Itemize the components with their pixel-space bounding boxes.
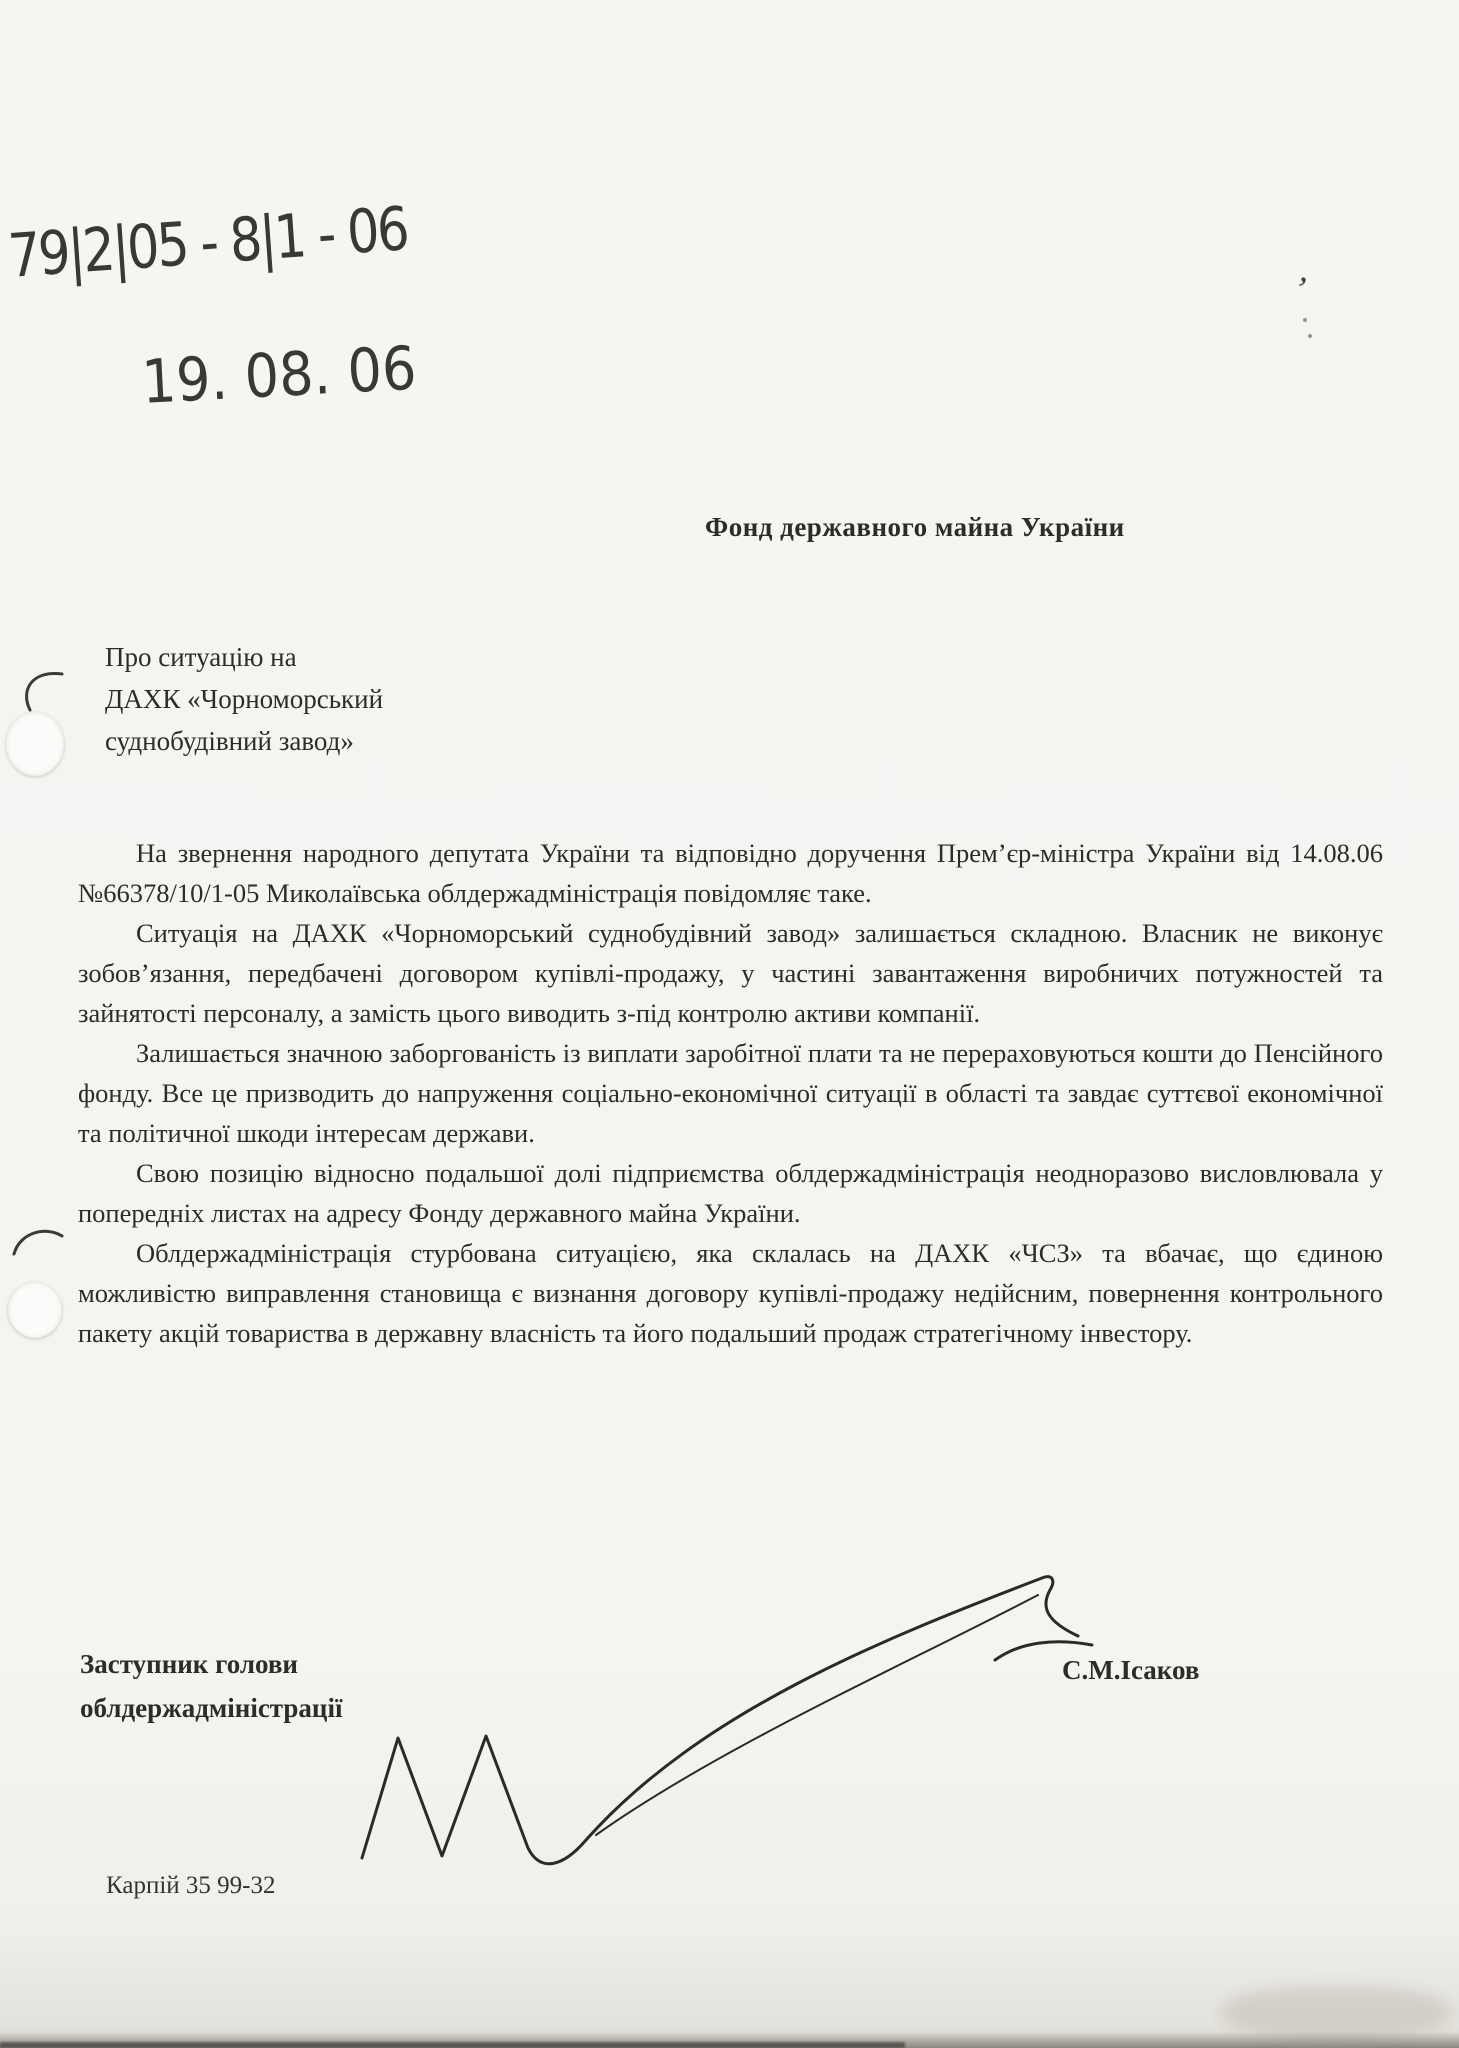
- subject-line: Про ситуацію на: [105, 642, 297, 672]
- scan-corner-smudge: [1221, 1986, 1451, 2038]
- subject-line: суднобудівний завод»: [105, 726, 354, 756]
- footer-reference: Карпій 35 99-32: [106, 1872, 276, 1899]
- punch-hole-mark: [6, 712, 64, 776]
- handwritten-date-stamp: 19. 08. 06: [140, 333, 419, 418]
- signoff-title-line: Заступник голови: [80, 1649, 298, 1679]
- body-paragraph: На звернення народного депутата України та відповідно доручення Прем’єр-міністра України від 14.08.06 №66378/10/1-05 Миколаївська облдержадміністрація повідомляє таке.: [78, 838, 1383, 908]
- signoff-title: [80, 1642, 342, 1730]
- handwritten-signature: [340, 1545, 1120, 1895]
- letter-body: [78, 833, 1383, 1353]
- stray-dot: [1308, 334, 1312, 338]
- body-paragraph: Ситуація на ДАХК «Чорноморський суднобудівний завод» залишається складною. Власник не виконує зобов’язання, передбачені договором купівлі-продажу, у частині завантаження виробничих потужностей та зайнятості персоналу, а замість цього виводить з-під контролю активи компанії.: [78, 918, 1383, 1028]
- handwritten-registration-number: 79|2|05 - 8|1 - 06: [6, 194, 410, 292]
- subject-line: ДАХК «Чорноморський: [105, 684, 384, 714]
- signoff-name: С.М.Ісаков: [1062, 1655, 1200, 1685]
- body-paragraph: Облдержадміністрація стурбована ситуацією, яка склалась на ДАХК «ЧСЗ» та вбачає, що єдиною можливістю виправлення становища є визнання договору купівлі-продажу недійсним, повернення контрольного пакету акцій товариства в державну власність та його подальший продаж стратегічному інвестору.: [78, 1238, 1383, 1348]
- scan-bottom-edge: [0, 2042, 905, 2048]
- body-paragraph: Залишається значною заборгованість із виплати заробітної плати та не перераховуються кошти до Пенсійного фонду. Все це призводить до напруження соціально-економічної ситуації в області та завдає суттєвої економічної та політичної шкоди інтересам держави.: [78, 1038, 1383, 1148]
- stray-pen-mark: ’: [1290, 268, 1312, 310]
- stray-dot: [1303, 318, 1307, 322]
- signoff-title-line: облдержадміністрації: [80, 1693, 343, 1723]
- body-paragraph: Свою позицію відносно подальшої долі підприємства облдержадміністрація неодноразово висловлювала у попередніх листах на адресу Фонду державного майна України.: [78, 1158, 1383, 1228]
- staple-mark: [18, 668, 68, 718]
- punch-hole-mark: [8, 1282, 62, 1338]
- subject-block: [105, 636, 383, 762]
- staple-mark: [12, 1224, 66, 1268]
- recipient-line: Фонд державного майна України: [705, 512, 1125, 542]
